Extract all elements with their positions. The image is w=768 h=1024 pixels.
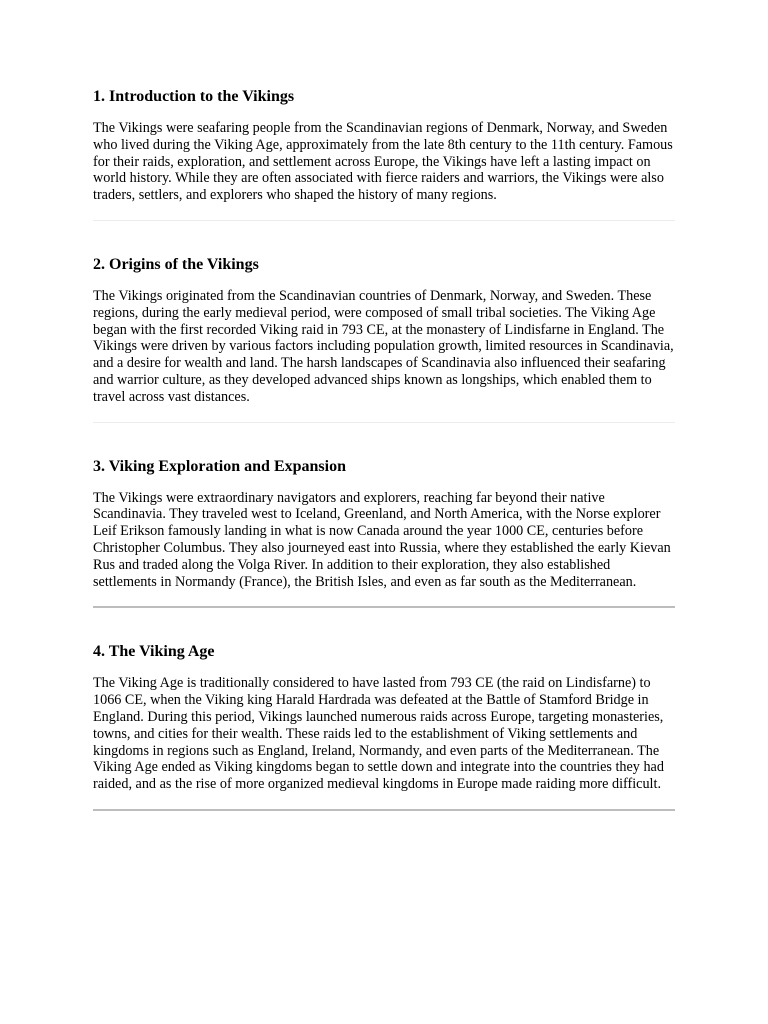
section-origins — [93, 254, 675, 406]
section-body: The Viking Age is traditionally considered to have lasted from 793 CE (the raid on Lindisfarne) to 1066 CE, when the Viking king Harald Hardrada was defeated at the Battle of Stamford Bridge in England. During this period, Vikings launched numerous raids across Europe, targeting monasteries, towns, and cities for their wealth. These raids led to the establishment of Viking settlements and kingdoms in regions such as England, Ireland, Normandy, and even parts of the Mediterranean. The Viking Age ended as Viking kingdoms began to settle down and integrate into the countries they had raided, and as the rise of more organized medieval kingdoms in Europe made raiding more difficult. — [93, 675, 664, 793]
section-body: The Vikings were extraordinary navigators and explorers, reaching far beyond their native Scandinavia. They traveled west to Iceland, Greenland, and North America, with the Norse explorer Leif Erikson famously landing in what is now Canada around the year 1000 CE, centuries before Christopher Columbus. They also journeyed east into Russia, where they established the early Kievan Rus and traded along the Volga River. In addition to their exploration, they also established settlements in Normandy (France), the British Isles, and even as far south as the Mediterranean. — [93, 489, 671, 590]
section-heading: 1. Introduction to the Vikings — [93, 88, 295, 105]
section-divider — [93, 606, 675, 608]
section-heading: 3. Viking Exploration and Expansion — [93, 457, 346, 475]
section-introduction — [93, 86, 675, 204]
section-viking-age — [93, 641, 675, 793]
section-exploration — [93, 456, 675, 591]
document-page — [93, 86, 675, 811]
section-body: The Vikings originated from the Scandinavian countries of Denmark, Norway, and Sweden. These regions, during the early medieval period, were composed of small tribal societies. The Viking Age began with the first recorded Viking raid in 793 CE, at the monastery of Lindisfarne in England. The Vikings were driven by various factors including population growth, limited resources in Scandinavia, and a desire for wealth and land. The harsh landscapes of Scandinavia also influenced their seafaring and warrior culture, as they developed advanced ships known as longships, which enabled them to travel across vast distances. — [93, 287, 674, 405]
section-body: The Vikings were seafaring people from the Scandinavian regions of Denmark, Norway, and Sweden who lived during the Viking Age, approximately from the late 8th century to the 11th century. Famous for their raids, exploration, and settlement across Europe, the Vikings have left a lasting impact on world history. While they are often associated with fierce raiders and warriors, the Vikings were also traders, settlers, and explorers who shaped the history of many regions. — [93, 120, 673, 204]
section-heading: 4. The Viking Age — [93, 643, 215, 661]
section-divider — [93, 809, 675, 811]
section-heading: 2. Origins of the Vikings — [93, 255, 259, 273]
section-divider — [93, 220, 675, 221]
section-divider — [93, 422, 675, 423]
